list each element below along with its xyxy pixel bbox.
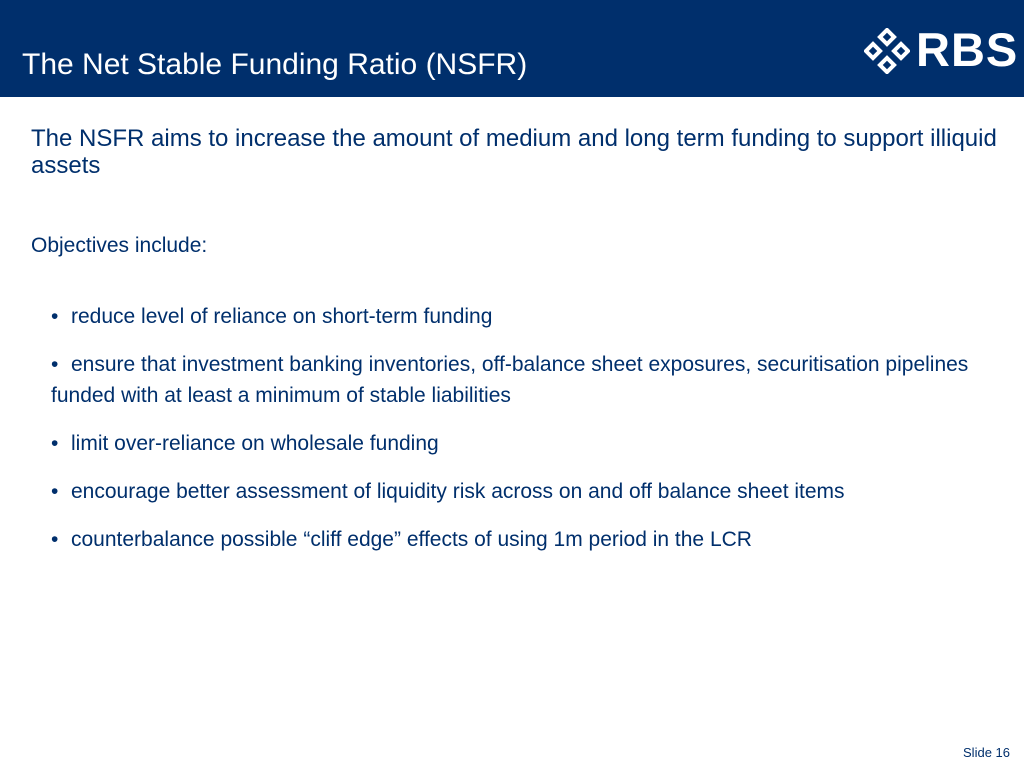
list-item — [51, 476, 981, 507]
bullet-icon: • — [51, 480, 59, 503]
rbs-daisy-icon — [864, 28, 910, 74]
slide-content — [31, 125, 1011, 572]
header-bar — [0, 0, 1024, 97]
objectives-list — [51, 301, 981, 555]
slide-number: Slide 16 — [963, 745, 1010, 760]
objectives-heading: Objectives include: — [31, 234, 208, 257]
intro-text: The NSFR aims to increase the amount of medium and long term funding to support illiquid assets — [31, 125, 997, 179]
list-item-text: encourage better assessment of liquidity risk across on and off balance sheet items — [71, 480, 845, 503]
list-item — [51, 349, 981, 411]
slide-title: The Net Stable Funding Ratio (NSFR) — [22, 48, 528, 81]
bullet-icon: • — [51, 432, 59, 455]
bullet-icon: • — [51, 305, 59, 328]
logo-text: RBS — [916, 23, 1019, 76]
list-item-text: ensure that investment banking inventories, off-balance sheet exposures, securitisation pipelines funded with at least a minimum of stable liabilities — [51, 353, 969, 407]
list-item-text: reduce level of reliance on short-term funding — [71, 305, 493, 328]
rbs-logo — [864, 23, 1019, 76]
list-item-text: counterbalance possible “cliff edge” effects of using 1m period in the LCR — [71, 528, 752, 551]
list-item — [51, 301, 981, 332]
bullet-icon: • — [51, 528, 59, 551]
list-item — [51, 428, 981, 459]
bullet-icon: • — [51, 353, 59, 376]
list-item — [51, 524, 981, 555]
list-item-text: limit over-reliance on wholesale funding — [71, 432, 439, 455]
